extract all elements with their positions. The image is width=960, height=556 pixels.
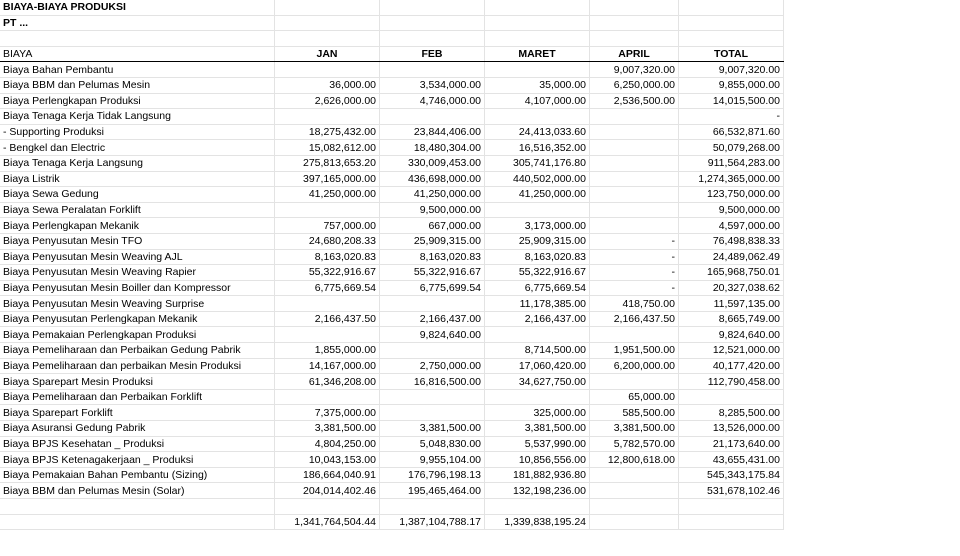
table-row bbox=[0, 405, 784, 421]
row-label[interactable]: - Bengkel dan Electric bbox=[0, 140, 275, 156]
row-label[interactable]: Biaya BPJS Kesehatan _ Produksi bbox=[0, 436, 275, 452]
cell-apr[interactable]: 3,381,500.00 bbox=[590, 421, 679, 437]
row-label[interactable]: Biaya Pemeliharaan dan Perbaikan Forklift bbox=[0, 389, 275, 405]
cell-mar[interactable]: 11,178,385.00 bbox=[485, 296, 590, 312]
cell-jan[interactable] bbox=[275, 327, 380, 343]
cell-mar[interactable]: 17,060,420.00 bbox=[485, 358, 590, 374]
row-label[interactable]: Biaya BBM dan Pelumas Mesin bbox=[0, 77, 275, 93]
cell-jan[interactable]: 10,043,153.00 bbox=[275, 452, 380, 468]
row-label[interactable]: Biaya Pemeliharaan dan Perbaikan Gedung Pabrik bbox=[0, 343, 275, 359]
cell-feb[interactable]: 41,250,000.00 bbox=[380, 187, 485, 203]
cell-total[interactable]: 43,655,431.00 bbox=[679, 452, 784, 468]
cell-feb[interactable]: 2,750,000.00 bbox=[380, 358, 485, 374]
cell-jan[interactable]: 36,000.00 bbox=[275, 77, 380, 93]
row-label[interactable]: Biaya Tenaga Kerja Langsung bbox=[0, 155, 275, 171]
cell-mar[interactable]: 325,000.00 bbox=[485, 405, 590, 421]
cell-apr[interactable]: 2,166,437.50 bbox=[590, 311, 679, 327]
cell-total[interactable]: 1,274,365,000.00 bbox=[679, 171, 784, 187]
cell-feb[interactable]: 23,844,406.00 bbox=[380, 124, 485, 140]
cell-total[interactable]: 66,532,871.60 bbox=[679, 124, 784, 140]
total-total[interactable] bbox=[679, 514, 784, 530]
cell-total[interactable]: 165,968,750.01 bbox=[679, 265, 784, 281]
cell-apr[interactable]: 1,951,500.00 bbox=[590, 343, 679, 359]
cell-mar[interactable]: 24,413,033.60 bbox=[485, 124, 590, 140]
cell-apr[interactable]: 6,200,000.00 bbox=[590, 358, 679, 374]
cell-mar[interactable]: 16,516,352.00 bbox=[485, 140, 590, 156]
cell-jan[interactable]: 3,381,500.00 bbox=[275, 421, 380, 437]
company-row bbox=[0, 15, 784, 31]
row-label[interactable]: Biaya Asuransi Gedung Pabrik bbox=[0, 421, 275, 437]
cell-mar[interactable]: 3,381,500.00 bbox=[485, 421, 590, 437]
cell-total[interactable]: 9,824,640.00 bbox=[679, 327, 784, 343]
row-label[interactable]: Biaya Sparepart Forklift bbox=[0, 405, 275, 421]
header-biaya[interactable]: BIAYA bbox=[0, 46, 275, 62]
cell-mar[interactable]: 41,250,000.00 bbox=[485, 187, 590, 203]
cell-total[interactable]: 9,500,000.00 bbox=[679, 202, 784, 218]
cell-total[interactable]: 14,015,500.00 bbox=[679, 93, 784, 109]
cell-jan[interactable] bbox=[275, 389, 380, 405]
cell-jan[interactable]: 7,375,000.00 bbox=[275, 405, 380, 421]
cell-jan[interactable]: 397,165,000.00 bbox=[275, 171, 380, 187]
table-row bbox=[0, 62, 784, 78]
cell-feb[interactable]: 195,465,464.00 bbox=[380, 483, 485, 499]
cell-apr[interactable]: 2,536,500.00 bbox=[590, 93, 679, 109]
cell-mar[interactable]: 6,775,669.54 bbox=[485, 280, 590, 296]
cell-apr[interactable]: 5,782,570.00 bbox=[590, 436, 679, 452]
cell-total[interactable] bbox=[679, 389, 784, 405]
header-total[interactable]: TOTAL bbox=[679, 46, 784, 62]
table-row bbox=[0, 155, 784, 171]
cell-feb[interactable]: 25,909,315.00 bbox=[380, 233, 485, 249]
cell-feb[interactable] bbox=[380, 62, 485, 78]
header-april[interactable]: APRIL bbox=[590, 46, 679, 62]
cell-mar[interactable]: 34,627,750.00 bbox=[485, 374, 590, 390]
table-row bbox=[0, 374, 784, 390]
row-label[interactable]: Biaya Perlengkapan Mekanik bbox=[0, 218, 275, 234]
cell-jan[interactable]: 55,322,916.67 bbox=[275, 265, 380, 281]
table-row bbox=[0, 483, 784, 499]
cell-jan[interactable]: 18,275,432.00 bbox=[275, 124, 380, 140]
cell-total[interactable]: 911,564,283.00 bbox=[679, 155, 784, 171]
cell-apr[interactable] bbox=[590, 483, 679, 499]
cell-jan[interactable] bbox=[275, 109, 380, 125]
cell-mar[interactable] bbox=[485, 109, 590, 125]
cell-mar[interactable]: 3,173,000.00 bbox=[485, 218, 590, 234]
cell-mar[interactable]: 181,882,936.80 bbox=[485, 467, 590, 483]
cell-total[interactable]: 21,173,640.00 bbox=[679, 436, 784, 452]
cell-jan[interactable]: 15,082,612.00 bbox=[275, 140, 380, 156]
cell-feb[interactable]: 3,381,500.00 bbox=[380, 421, 485, 437]
cell-apr[interactable] bbox=[590, 374, 679, 390]
cell-apr[interactable] bbox=[590, 109, 679, 125]
cell-jan[interactable]: 4,804,250.00 bbox=[275, 436, 380, 452]
total-feb[interactable]: 1,387,104,788.17 bbox=[380, 514, 485, 530]
cell-feb[interactable] bbox=[380, 389, 485, 405]
cell-feb[interactable]: 16,816,500.00 bbox=[380, 374, 485, 390]
table-row bbox=[0, 93, 784, 109]
table-row bbox=[0, 452, 784, 468]
cell-apr[interactable]: 585,500.00 bbox=[590, 405, 679, 421]
cell-apr[interactable]: 65,000.00 bbox=[590, 389, 679, 405]
table-row bbox=[0, 280, 784, 296]
header-maret[interactable]: MARET bbox=[485, 46, 590, 62]
cell-feb[interactable]: 2,166,437.00 bbox=[380, 311, 485, 327]
table-row bbox=[0, 109, 784, 125]
cell-feb[interactable]: 3,534,000.00 bbox=[380, 77, 485, 93]
row-label[interactable]: Biaya Listrik bbox=[0, 171, 275, 187]
cell-mar[interactable]: 25,909,315.00 bbox=[485, 233, 590, 249]
table-row bbox=[0, 140, 784, 156]
row-label[interactable]: Biaya Penyusutan Mesin Boiller dan Kompressor bbox=[0, 280, 275, 296]
cell-mar[interactable] bbox=[485, 389, 590, 405]
table-row bbox=[0, 171, 784, 187]
cell-feb[interactable] bbox=[380, 343, 485, 359]
cell-total[interactable]: 9,007,320.00 bbox=[679, 62, 784, 78]
cell-total[interactable]: 12,521,000.00 bbox=[679, 343, 784, 359]
cell-apr[interactable] bbox=[590, 171, 679, 187]
row-label[interactable]: Biaya Pemakaian Bahan Pembantu (Sizing) bbox=[0, 467, 275, 483]
cell-mar[interactable]: 5,537,990.00 bbox=[485, 436, 590, 452]
cell-jan[interactable]: 757,000.00 bbox=[275, 218, 380, 234]
cell-total[interactable]: 9,855,000.00 bbox=[679, 77, 784, 93]
table-row bbox=[0, 421, 784, 437]
cell-feb[interactable] bbox=[380, 296, 485, 312]
blank-row bbox=[0, 31, 784, 47]
cell-jan[interactable]: 2,166,437.50 bbox=[275, 311, 380, 327]
row-label[interactable]: Biaya Tenaga Kerja Tidak Langsung bbox=[0, 109, 275, 125]
row-label[interactable]: - Supporting Produksi bbox=[0, 124, 275, 140]
cell-total[interactable]: 8,285,500.00 bbox=[679, 405, 784, 421]
cell-feb[interactable]: 667,000.00 bbox=[380, 218, 485, 234]
table-row bbox=[0, 311, 784, 327]
company-name[interactable]: PT ... bbox=[0, 15, 275, 31]
cell-jan[interactable] bbox=[275, 296, 380, 312]
cell-feb[interactable]: 5,048,830.00 bbox=[380, 436, 485, 452]
cell-apr[interactable]: - bbox=[590, 265, 679, 281]
table-row bbox=[0, 389, 784, 405]
row-label[interactable]: Biaya Penyusutan Mesin TFO bbox=[0, 233, 275, 249]
cell-mar[interactable]: 2,166,437.00 bbox=[485, 311, 590, 327]
row-label[interactable]: Biaya Penyusutan Perlengkapan Mekanik bbox=[0, 311, 275, 327]
cell-feb[interactable]: 18,480,304.00 bbox=[380, 140, 485, 156]
row-label[interactable]: Biaya Sewa Peralatan Forklift bbox=[0, 202, 275, 218]
cell-feb[interactable]: 55,322,916.67 bbox=[380, 265, 485, 281]
sheet-title[interactable]: BIAYA-BIAYA PRODUKSI bbox=[0, 0, 275, 15]
cell-jan[interactable] bbox=[275, 62, 380, 78]
cell-feb[interactable]: 9,824,640.00 bbox=[380, 327, 485, 343]
cell-feb[interactable] bbox=[380, 405, 485, 421]
totals-row bbox=[0, 514, 784, 530]
cell-mar[interactable] bbox=[485, 327, 590, 343]
cell-jan[interactable]: 14,167,000.00 bbox=[275, 358, 380, 374]
cell-apr[interactable] bbox=[590, 202, 679, 218]
cell-feb[interactable]: 330,009,453.00 bbox=[380, 155, 485, 171]
total-mar[interactable]: 1,339,838,195.24 bbox=[485, 514, 590, 530]
row-label[interactable]: Biaya BPJS Ketenagakerjaan _ Produksi bbox=[0, 452, 275, 468]
cell-apr[interactable] bbox=[590, 467, 679, 483]
cell-apr[interactable]: 418,750.00 bbox=[590, 296, 679, 312]
row-label[interactable]: Biaya Penyusutan Mesin Weaving Surprise bbox=[0, 296, 275, 312]
row-label[interactable]: Biaya BBM dan Pelumas Mesin (Solar) bbox=[0, 483, 275, 499]
cell-total[interactable]: 40,177,420.00 bbox=[679, 358, 784, 374]
table-row bbox=[0, 296, 784, 312]
cell-apr[interactable]: 9,007,320.00 bbox=[590, 62, 679, 78]
cell-feb[interactable] bbox=[380, 109, 485, 125]
row-label[interactable]: Biaya Pemeliharaan dan perbaikan Mesin Produksi bbox=[0, 358, 275, 374]
cell-apr[interactable] bbox=[590, 155, 679, 171]
row-label[interactable]: Biaya Sparepart Mesin Produksi bbox=[0, 374, 275, 390]
cell-apr[interactable]: - bbox=[590, 280, 679, 296]
cell-total[interactable]: - bbox=[679, 109, 784, 125]
cell-feb[interactable]: 4,746,000.00 bbox=[380, 93, 485, 109]
cell-mar[interactable]: 35,000.00 bbox=[485, 77, 590, 93]
cell-mar[interactable]: 10,856,556.00 bbox=[485, 452, 590, 468]
cell-jan[interactable]: 6,775,669.54 bbox=[275, 280, 380, 296]
cell-jan[interactable] bbox=[275, 202, 380, 218]
header-jan[interactable]: JAN bbox=[275, 46, 380, 62]
cell-apr[interactable] bbox=[590, 124, 679, 140]
total-apr[interactable] bbox=[590, 514, 679, 530]
table-row bbox=[0, 202, 784, 218]
cell-mar[interactable]: 132,198,236.00 bbox=[485, 483, 590, 499]
cell-mar[interactable]: 4,107,000.00 bbox=[485, 93, 590, 109]
cell-mar[interactable]: 305,741,176.80 bbox=[485, 155, 590, 171]
cell-apr[interactable]: - bbox=[590, 233, 679, 249]
cell-apr[interactable] bbox=[590, 218, 679, 234]
cell-apr[interactable]: - bbox=[590, 249, 679, 265]
table-row bbox=[0, 233, 784, 249]
table-row bbox=[0, 77, 784, 93]
blank-row bbox=[0, 499, 784, 515]
table-row bbox=[0, 343, 784, 359]
cell-jan[interactable]: 204,014,402.46 bbox=[275, 483, 380, 499]
cell-total[interactable]: 4,597,000.00 bbox=[679, 218, 784, 234]
table-row bbox=[0, 265, 784, 281]
cell-apr[interactable] bbox=[590, 140, 679, 156]
cell-mar[interactable]: 440,502,000.00 bbox=[485, 171, 590, 187]
table-row bbox=[0, 187, 784, 203]
cell-jan[interactable]: 275,813,653.20 bbox=[275, 155, 380, 171]
table-row bbox=[0, 218, 784, 234]
title-row bbox=[0, 0, 784, 15]
cell-apr[interactable] bbox=[590, 327, 679, 343]
cell-jan[interactable]: 61,346,208.00 bbox=[275, 374, 380, 390]
cell-jan[interactable]: 186,664,040.91 bbox=[275, 467, 380, 483]
cell-total[interactable]: 531,678,102.46 bbox=[679, 483, 784, 499]
cell-mar[interactable] bbox=[485, 202, 590, 218]
table-row bbox=[0, 327, 784, 343]
row-label[interactable]: Biaya Penyusutan Mesin Weaving Rapier bbox=[0, 265, 275, 281]
row-label[interactable]: Biaya Pemakaian Perlengkapan Produksi bbox=[0, 327, 275, 343]
header-row bbox=[0, 46, 784, 62]
cell-total[interactable]: 8,665,749.00 bbox=[679, 311, 784, 327]
cell-feb[interactable]: 9,500,000.00 bbox=[380, 202, 485, 218]
cell-total[interactable]: 11,597,135.00 bbox=[679, 296, 784, 312]
table-row bbox=[0, 249, 784, 265]
cell-total[interactable]: 50,079,268.00 bbox=[679, 140, 784, 156]
cell-total[interactable]: 545,343,175.84 bbox=[679, 467, 784, 483]
table-row bbox=[0, 124, 784, 140]
cell-feb[interactable]: 176,796,198.13 bbox=[380, 467, 485, 483]
cell-jan[interactable]: 2,626,000.00 bbox=[275, 93, 380, 109]
cell-jan[interactable]: 1,855,000.00 bbox=[275, 343, 380, 359]
table-row bbox=[0, 467, 784, 483]
cell-mar[interactable]: 55,322,916.67 bbox=[485, 265, 590, 281]
total-jan[interactable]: 1,341,764,504.44 bbox=[275, 514, 380, 530]
cell-jan[interactable]: 41,250,000.00 bbox=[275, 187, 380, 203]
cell-total[interactable]: 24,489,062.49 bbox=[679, 249, 784, 265]
cell-jan[interactable]: 8,163,020.83 bbox=[275, 249, 380, 265]
cell-feb[interactable]: 6,775,699.54 bbox=[380, 280, 485, 296]
cell-feb[interactable]: 436,698,000.00 bbox=[380, 171, 485, 187]
cell-total[interactable]: 76,498,838.33 bbox=[679, 233, 784, 249]
row-label[interactable]: Biaya Bahan Pembantu bbox=[0, 62, 275, 78]
cell-total[interactable]: 112,790,458.00 bbox=[679, 374, 784, 390]
cell-apr[interactable]: 6,250,000.00 bbox=[590, 77, 679, 93]
cell-apr[interactable]: 12,800,618.00 bbox=[590, 452, 679, 468]
cell-mar[interactable]: 8,714,500.00 bbox=[485, 343, 590, 359]
cell-mar[interactable] bbox=[485, 62, 590, 78]
row-label[interactable]: Biaya Sewa Gedung bbox=[0, 187, 275, 203]
cell-apr[interactable] bbox=[590, 187, 679, 203]
row-label[interactable]: Biaya Perlengkapan Produksi bbox=[0, 93, 275, 109]
cell-feb[interactable]: 9,955,104.00 bbox=[380, 452, 485, 468]
cell-total[interactable]: 13,526,000.00 bbox=[679, 421, 784, 437]
cell-total[interactable]: 20,327,038.62 bbox=[679, 280, 784, 296]
header-feb[interactable]: FEB bbox=[380, 46, 485, 62]
cell-total[interactable]: 123,750,000.00 bbox=[679, 187, 784, 203]
table-row bbox=[0, 358, 784, 374]
cell-jan[interactable]: 24,680,208.33 bbox=[275, 233, 380, 249]
table-row bbox=[0, 436, 784, 452]
row-label[interactable]: Biaya Penyusutan Mesin Weaving AJL bbox=[0, 249, 275, 265]
cell-feb[interactable]: 8,163,020.83 bbox=[380, 249, 485, 265]
cell-mar[interactable]: 8,163,020.83 bbox=[485, 249, 590, 265]
